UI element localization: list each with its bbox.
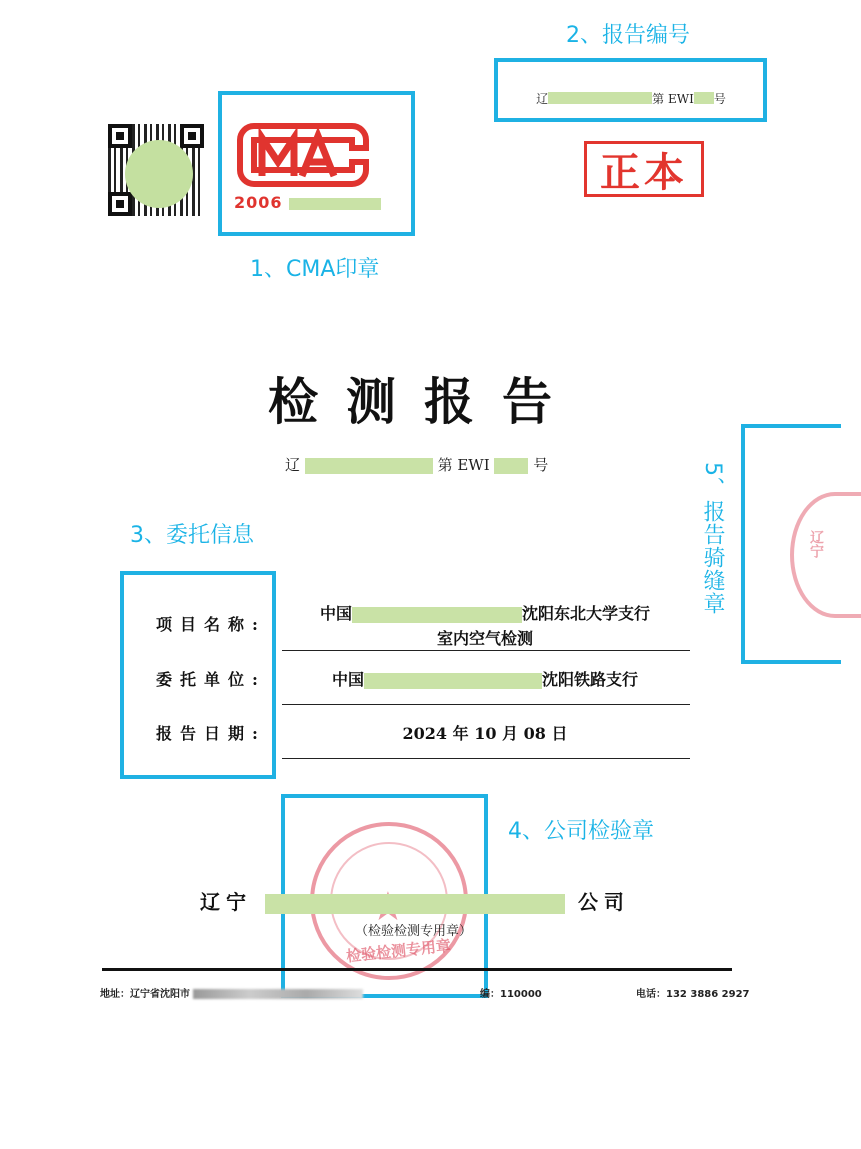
- qr-redaction: [125, 140, 193, 208]
- company-seal-text: 检验检测专用章: [345, 936, 452, 966]
- report-number: [285, 454, 548, 475]
- blurred-text: [193, 989, 363, 999]
- project-value: [280, 601, 690, 624]
- redaction: [289, 198, 381, 210]
- divider: [282, 704, 690, 705]
- company-name-suffix: 公司: [577, 890, 630, 914]
- client-value-suffix: 沈阳铁路支行: [542, 670, 639, 689]
- redaction: [265, 894, 565, 914]
- report-number-suffix: 号: [533, 456, 549, 474]
- annotation-cma: 1、CMA印章: [250, 257, 380, 282]
- footer-phone: 电话：132 3886 2927: [636, 989, 750, 1000]
- seam-seal-text: 辽宁: [808, 530, 824, 558]
- report-number-prefix: 辽: [285, 456, 301, 474]
- project-value-prefix: 中国: [319, 604, 352, 623]
- project-value-line2: 室内空气检测: [436, 629, 533, 648]
- divider: [282, 758, 690, 759]
- annotation-client-info: 3、委托信息: [130, 523, 254, 548]
- client-value-prefix: 中国: [331, 670, 364, 689]
- client-label: 委托单位:: [156, 670, 266, 689]
- qr-finder-icon: [180, 124, 204, 148]
- redaction: [305, 458, 433, 474]
- cma-number: [234, 193, 381, 212]
- annotation-company-seal: 4、公司检验章: [508, 819, 654, 844]
- project-label: 项目名称:: [156, 615, 266, 634]
- footer-divider: [102, 968, 732, 971]
- footer-address-label: 地址：辽宁省沈阳市: [100, 989, 190, 1000]
- annotation-seam-seal: 5、报告骑缝章: [700, 462, 725, 615]
- cma-logo: [232, 118, 370, 192]
- report-number-mid: 第 EWI: [437, 456, 490, 474]
- redaction: [352, 607, 522, 623]
- divider: [282, 650, 690, 651]
- original-stamp: 正本: [584, 141, 704, 197]
- date-label: 报告日期:: [156, 724, 266, 743]
- date-value: 2024 年 10 月 08 日: [402, 724, 568, 743]
- annotation-report-number: 2、报告编号: [566, 23, 690, 48]
- client-value: [280, 667, 690, 690]
- top-report-suffix: 号: [713, 91, 726, 106]
- top-report-number: [500, 84, 762, 112]
- redaction: [364, 673, 542, 689]
- company-name-prefix: 辽宁: [200, 890, 252, 914]
- redaction: [548, 92, 652, 104]
- top-report-prefix: 辽: [536, 91, 549, 106]
- redaction: [494, 458, 528, 474]
- company-seal-subtitle: （检验检测专用章）: [355, 924, 473, 939]
- cma-number-prefix: 2006: [234, 193, 283, 212]
- footer-zip: 编：110000: [480, 989, 542, 1000]
- footer-address: [100, 985, 363, 1000]
- company-name: [200, 886, 630, 915]
- qr-finder-icon: [108, 192, 132, 216]
- page-title: 检测报告: [268, 372, 580, 431]
- qr-finder-icon: [108, 124, 132, 148]
- project-value-suffix: 沈阳东北大学支行: [522, 604, 651, 623]
- top-report-mid: 第 EWI: [652, 91, 694, 106]
- redaction: [694, 92, 714, 104]
